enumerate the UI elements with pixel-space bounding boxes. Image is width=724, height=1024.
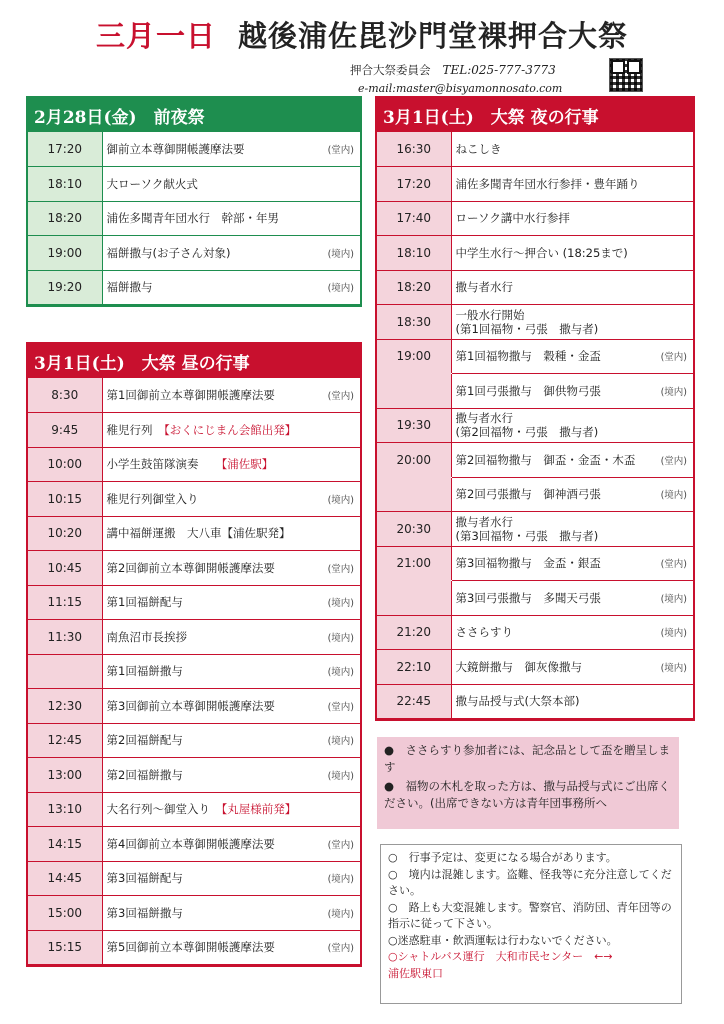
event-text: ささらすり: [455, 625, 513, 640]
schedule-time: 9:45: [28, 413, 102, 448]
schedule-row: [377, 546, 693, 581]
schedule-location: (境内): [312, 723, 360, 758]
schedule-time: 10:00: [28, 447, 102, 482]
schedule-location: (堂内): [645, 546, 693, 581]
schedule-location: (堂内): [312, 551, 360, 586]
night-schedule: [375, 96, 695, 721]
schedule-location: (堂内): [312, 827, 360, 862]
schedule-time: 20:00: [377, 443, 451, 478]
schedule-time: 19:30: [377, 408, 451, 443]
schedule-time: 10:20: [28, 516, 102, 551]
event-text: 第2回福物撒与 御盃・金盃・木盃: [455, 452, 636, 467]
schedule-event: [102, 201, 312, 236]
schedule-location: [312, 516, 360, 551]
schedule-time: [377, 477, 451, 512]
schedule-event: [451, 236, 645, 271]
schedule-row: [377, 374, 693, 409]
schedule-row: [28, 413, 360, 448]
schedule-location: [312, 447, 360, 482]
schedule-row: [377, 201, 693, 236]
event-text: 第3回福物撒与 金盃・銀盃: [455, 556, 601, 571]
schedule-row: [28, 792, 360, 827]
schedule-row: [377, 408, 693, 443]
schedule-location: (堂内): [645, 339, 693, 374]
event-text: 一般水行開始: [455, 307, 525, 322]
day-schedule: [26, 342, 362, 967]
schedule-row: [377, 650, 693, 685]
notice-line: ○ 路上も大変混雑します。警察官、消防団、青年団等の指示に従って下さい。: [388, 900, 672, 930]
schedule-location: [645, 684, 693, 719]
event-text: 大鏡餅撒与 御灰像撒与: [455, 659, 582, 674]
schedule-time: 16:30: [377, 132, 451, 167]
schedule-row: [377, 581, 693, 616]
schedule-event: [451, 374, 645, 409]
event-text: 講中福餅運搬 大八車【浦佐駅発】: [106, 526, 291, 541]
event-text: 中学生水行〜押合い (18:25まで): [455, 245, 628, 260]
schedule-row: [28, 270, 360, 305]
schedule-location: (境内): [312, 620, 360, 655]
schedule-event: [451, 650, 645, 685]
eve-schedule: [26, 96, 362, 307]
schedule-time: 22:45: [377, 684, 451, 719]
schedule-time: 19:20: [28, 270, 102, 305]
schedule-time: 12:45: [28, 723, 102, 758]
schedule-row: [28, 236, 360, 271]
schedule-event: [451, 546, 645, 581]
schedule-time: 21:20: [377, 615, 451, 650]
schedule-row: [28, 654, 360, 689]
schedule-row: [377, 270, 693, 305]
schedule-location: (境内): [312, 654, 360, 689]
email-address: e-mail:master@bisyamonnosato.com: [358, 82, 563, 95]
schedule-row: [28, 896, 360, 931]
schedule-row: [377, 132, 693, 167]
schedule-time: [377, 581, 451, 616]
schedule-time: 10:15: [28, 482, 102, 517]
shuttle-dest: 大和市民センター ←→: [495, 950, 613, 963]
notice-box: [380, 844, 682, 1004]
schedule-time: 10:45: [28, 551, 102, 586]
schedule-location: (堂内): [312, 378, 360, 413]
day-table: [28, 378, 360, 965]
schedule-event: [451, 132, 645, 167]
schedule-location: (境内): [312, 896, 360, 931]
schedule-location: (境内): [645, 650, 693, 685]
schedule-row: [377, 339, 693, 374]
schedule-row: [377, 477, 693, 512]
event-text: 撒与者水行: [455, 411, 513, 426]
notice-line: ○迷惑駐車・飲酒運転は行わないでください。: [388, 933, 618, 947]
organizer: [350, 62, 556, 78]
schedule-event: [102, 551, 312, 586]
schedule-time: 19:00: [377, 339, 451, 374]
schedule-location: [645, 167, 693, 202]
event-text: 浦佐多聞青年団水行参拝・豊年踊り: [455, 176, 640, 191]
schedule-row: [28, 689, 360, 724]
event-text: 第2回弓張撒与 御神酒弓張: [455, 487, 601, 502]
schedule-event: [102, 132, 312, 167]
event-text: 大ローソク献火式: [106, 176, 198, 191]
schedule-event: [451, 408, 645, 443]
schedule-event: [102, 413, 312, 448]
schedule-location: (堂内): [312, 132, 360, 167]
schedule-location: (境内): [312, 270, 360, 305]
schedule-time: 8:30: [28, 378, 102, 413]
schedule-event: [451, 167, 645, 202]
schedule-time: 22:10: [377, 650, 451, 685]
event-text: 南魚沼市長挨拶: [106, 629, 187, 644]
schedule-location: [312, 201, 360, 236]
schedule-event: [451, 201, 645, 236]
schedule-row: [28, 723, 360, 758]
schedule-location: (堂内): [312, 689, 360, 724]
shuttle-label: ○シャトルバス運行: [388, 950, 496, 963]
schedule-event: [102, 378, 312, 413]
schedule-event: [102, 930, 312, 965]
notice-pink: [377, 737, 679, 829]
schedule-event: [102, 167, 312, 202]
schedule-time: [377, 374, 451, 409]
schedule-row: [377, 684, 693, 719]
schedule-time: 14:45: [28, 861, 102, 896]
schedule-time: 13:00: [28, 758, 102, 793]
event-text: ローソク講中水行参拝: [455, 211, 570, 226]
schedule-event: [451, 512, 645, 547]
schedule-event: [102, 270, 312, 305]
schedule-event: [451, 684, 645, 719]
schedule-location: [645, 408, 693, 443]
schedule-row: [28, 620, 360, 655]
day-heading: 3月1日(土) 大祭 昼の行事: [28, 344, 360, 378]
schedule-time: 20:30: [377, 512, 451, 547]
schedule-event: [102, 482, 312, 517]
schedule-row: [377, 615, 693, 650]
schedule-event: [102, 447, 312, 482]
event-text: 第3回弓張撒与 多聞天弓張: [455, 590, 601, 605]
notice-line: ○ 境内は混雑します。盗難、怪我等に充分注意してください。: [388, 867, 672, 897]
event-text: 第1回福餅配与: [106, 595, 183, 610]
schedule-location: (境内): [645, 477, 693, 512]
schedule-row: [377, 167, 693, 202]
schedule-location: [312, 792, 360, 827]
notice-line: ● 福物の木札を取った方は、撒与品授与式にご出席ください。(出席できない方は青年団事務所へ: [384, 779, 671, 810]
eve-table: [28, 132, 360, 305]
schedule-event: [102, 689, 312, 724]
event-text: 第2回福餅撒与: [106, 767, 183, 782]
schedule-location: (境内): [312, 236, 360, 271]
schedule-event: [102, 758, 312, 793]
schedule-location: (境内): [312, 861, 360, 896]
schedule-time: 21:00: [377, 546, 451, 581]
schedule-location: (境内): [312, 482, 360, 517]
schedule-time: 18:30: [377, 305, 451, 340]
schedule-event: [451, 581, 645, 616]
schedule-event: [451, 477, 645, 512]
schedule-row: [377, 305, 693, 340]
schedule-event: [451, 305, 645, 340]
schedule-row: [28, 167, 360, 202]
event-subtext: (第2回福物・弓張 撒与者): [455, 425, 599, 440]
schedule-event: [451, 339, 645, 374]
schedule-time: [28, 654, 102, 689]
schedule-event: [102, 723, 312, 758]
committee-name: 押合大祭委員会: [350, 63, 431, 77]
schedule-row: [28, 585, 360, 620]
schedule-location: [645, 132, 693, 167]
schedule-row: [28, 201, 360, 236]
event-text: 撒与者水行: [455, 514, 513, 529]
shuttle-dest2: 浦佐駅東口: [388, 966, 443, 980]
event-text: 第1回福物撒与 穀種・金盃: [455, 349, 601, 364]
schedule-row: [377, 512, 693, 547]
schedule-time: 17:20: [377, 167, 451, 202]
night-heading: 3月1日(土) 大祭 夜の行事: [377, 98, 693, 132]
schedule-row: [28, 930, 360, 965]
eve-heading: 2月28日(金) 前夜祭: [28, 98, 360, 132]
event-text: 第3回福餅配与: [106, 871, 183, 886]
event-text: 第5回御前立本尊御開帳護摩法要: [106, 940, 275, 955]
event-text: 第1回福餅撒与: [106, 664, 183, 679]
event-text: 第2回御前立本尊御開帳護摩法要: [106, 560, 275, 575]
page-title: [0, 14, 724, 55]
schedule-time: 18:20: [28, 201, 102, 236]
event-text: 稚児行列: [106, 422, 164, 437]
schedule-event: [451, 443, 645, 478]
event-text: 大名行列〜御堂入り: [106, 802, 222, 817]
phone-number: TEL:025-777-3773: [442, 63, 556, 77]
schedule-event: [102, 896, 312, 931]
schedule-time: 11:15: [28, 585, 102, 620]
schedule-time: 19:00: [28, 236, 102, 271]
schedule-location: (境内): [645, 581, 693, 616]
schedule-location: [312, 167, 360, 202]
notice-line: ● ささらすり参加者には、記念品として盃を贈呈します: [384, 743, 671, 774]
schedule-event: [102, 516, 312, 551]
schedule-location: [312, 413, 360, 448]
schedule-time: 15:00: [28, 896, 102, 931]
schedule-time: 13:10: [28, 792, 102, 827]
schedule-row: [377, 443, 693, 478]
schedule-row: [28, 482, 360, 517]
schedule-time: 17:20: [28, 132, 102, 167]
title-name: 越後浦佐毘沙門堂裸押合大祭: [238, 19, 629, 53]
event-text: 第1回御前立本尊御開帳護摩法要: [106, 388, 275, 402]
schedule-time: 12:30: [28, 689, 102, 724]
schedule-event: [102, 236, 312, 271]
qr-code-icon: [609, 58, 643, 92]
event-text: 第2回福餅配与: [106, 733, 183, 748]
schedule-time: 17:40: [377, 201, 451, 236]
event-text: ねこしき: [455, 142, 502, 156]
schedule-row: [377, 236, 693, 271]
schedule-row: [28, 516, 360, 551]
schedule-event: [451, 615, 645, 650]
shuttle-info: [388, 949, 674, 966]
event-text: 第4回御前立本尊御開帳護摩法要: [106, 836, 275, 851]
event-place: 【丸屋様前発】: [221, 802, 297, 817]
schedule-event: [102, 620, 312, 655]
schedule-location: [645, 201, 693, 236]
schedule-time: 14:15: [28, 827, 102, 862]
schedule-row: [28, 378, 360, 413]
schedule-event: [102, 861, 312, 896]
schedule-event: [102, 827, 312, 862]
schedule-event: [102, 585, 312, 620]
event-text: 御前立本尊御開帳護摩法要: [106, 142, 245, 156]
event-subtext: (第1回福物・弓張 撒与者): [455, 321, 599, 336]
event-text: 福餅撒与(お子さん対象): [106, 245, 231, 260]
schedule-location: [645, 236, 693, 271]
event-text: 撒与者水行: [455, 280, 513, 295]
schedule-location: [645, 270, 693, 305]
event-text: 第3回福餅撒与: [106, 905, 183, 920]
event-text: 浦佐多聞青年団水行 幹部・年男: [106, 211, 279, 226]
schedule-time: 15:15: [28, 930, 102, 965]
schedule-row: [28, 551, 360, 586]
schedule-event: [102, 654, 312, 689]
schedule-time: 18:20: [377, 270, 451, 305]
event-text: 第3回御前立本尊御開帳護摩法要: [106, 698, 275, 713]
schedule-location: [645, 305, 693, 340]
notice-line: ○ 行事予定は、変更になる場合があります。: [388, 851, 617, 864]
schedule-row: [28, 827, 360, 862]
schedule-row: [28, 132, 360, 167]
event-text: 稚児行列御堂入り: [106, 491, 199, 506]
schedule-location: (境内): [645, 615, 693, 650]
event-text: 福餅撒与: [106, 280, 153, 295]
night-table: [377, 132, 693, 719]
event-subtext: (第3回福物・弓張 撒与者): [455, 528, 599, 543]
event-text: 小学生鼓笛隊演奏: [106, 457, 222, 472]
schedule-location: (境内): [645, 374, 693, 409]
schedule-location: (堂内): [312, 930, 360, 965]
schedule-row: [28, 758, 360, 793]
event-text: 第1回弓張撒与 御供物弓張: [455, 383, 601, 398]
title-date: 三月一日: [95, 19, 216, 53]
schedule-location: (堂内): [645, 443, 693, 478]
event-place: 【浦佐駅】: [221, 457, 274, 472]
schedule-time: 18:10: [377, 236, 451, 271]
schedule-location: [645, 512, 693, 547]
schedule-time: 18:10: [28, 167, 102, 202]
event-text: 撒与品授与式(大祭本部): [455, 694, 580, 709]
schedule-row: [28, 861, 360, 896]
schedule-row: [28, 447, 360, 482]
schedule-event: [451, 270, 645, 305]
schedule-location: (境内): [312, 585, 360, 620]
schedule-location: (境内): [312, 758, 360, 793]
schedule-time: 11:30: [28, 620, 102, 655]
event-place: 【おくにじまん会館出発】: [164, 422, 297, 437]
schedule-event: [102, 792, 312, 827]
